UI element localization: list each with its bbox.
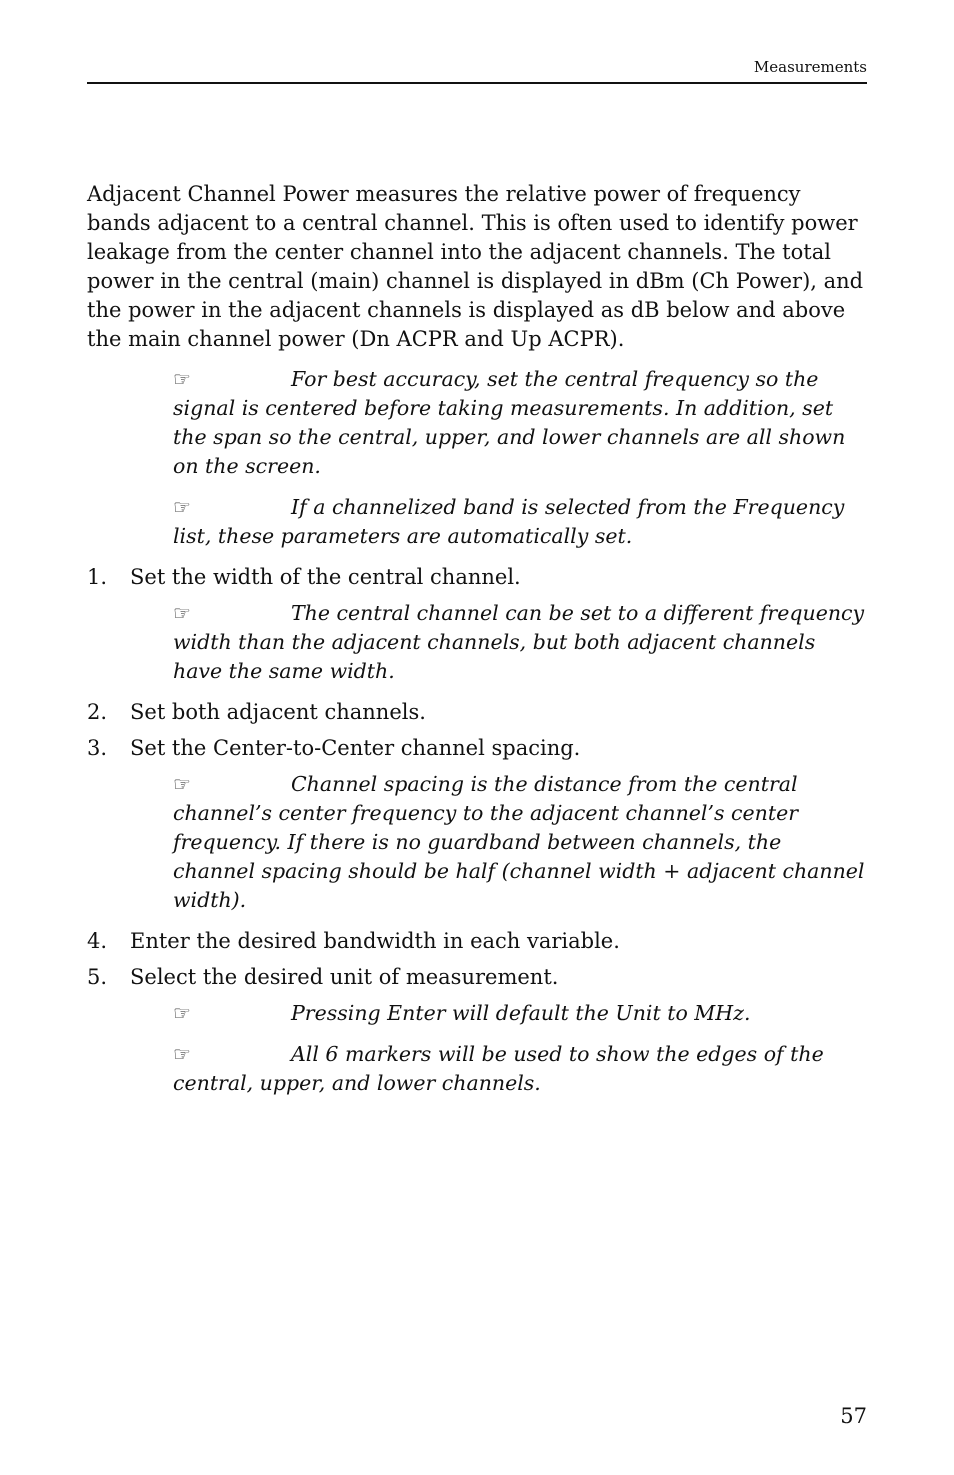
page-number: 57	[840, 1404, 867, 1428]
pointing-hand-icon: ☞	[173, 1001, 191, 1025]
step-text: Enter the desired bandwidth in each variable.	[130, 929, 620, 953]
step-4	[87, 927, 869, 956]
note-text: Channel spacing is the distance from the central channel’s center frequency to the adjacent channel’s center frequency. If there is no guardband between channels, the channel spacing should be half (channel width + adjacent channel width).	[173, 772, 865, 912]
page-body	[87, 180, 869, 1110]
note-text: Pressing Enter will default the Unit to MHz.	[291, 1001, 751, 1025]
step-text: Set the width of the central channel.	[130, 565, 521, 589]
step-number: 5.	[87, 965, 108, 989]
note-text: If a channelized band is selected from the Frequency list, these parameters are automatically set.	[173, 495, 845, 548]
step-2	[87, 698, 869, 727]
pointing-hand-icon: ☞	[173, 495, 191, 519]
step-1	[87, 563, 869, 592]
step-number: 1.	[87, 565, 108, 589]
intro-paragraph: Adjacent Channel Power measures the relative power of frequency bands adjacent to a central channel. This is often used to identify power leakage from the center channel into the adjacent channels. The total power in the central (main) channel is displayed in dBm (Ch Power), and the power in the adjacent channels is displayed as dB below and above the main channel power (Dn ACPR and Up ACPR).	[87, 182, 864, 351]
note-markers	[173, 1040, 869, 1098]
note-text: All 6 markers will be used to show the edges of the central, upper, and lower channels.	[173, 1042, 824, 1095]
note-text: For best accuracy, set the central frequency so the signal is centered before taking measurements. In addition, set the span so the central, upper, and lower channels are all shown on the screen.	[173, 367, 846, 478]
note-channelized-band	[173, 493, 869, 551]
step-3	[87, 734, 869, 763]
step-text: Set both adjacent channels.	[130, 700, 426, 724]
step-text: Set the Center-to-Center channel spacing.	[130, 736, 581, 760]
running-header	[87, 58, 867, 84]
step-number: 2.	[87, 700, 108, 724]
step-5	[87, 963, 869, 992]
pointing-hand-icon: ☞	[173, 367, 191, 391]
pointing-hand-icon: ☞	[173, 1042, 191, 1066]
step-number: 4.	[87, 929, 108, 953]
pointing-hand-icon: ☞	[173, 772, 191, 796]
header-section-title: Measurements	[753, 58, 867, 76]
note-channel-spacing	[173, 770, 869, 915]
note-central-channel-width	[173, 599, 869, 686]
note-accuracy	[173, 365, 869, 481]
step-text: Select the desired unit of measurement.	[130, 965, 559, 989]
step-number: 3.	[87, 736, 108, 760]
note-text: The central channel can be set to a different frequency width than the adjacent channels, but both adjacent channels have the same width.	[173, 601, 865, 683]
note-default-unit	[173, 999, 869, 1028]
pointing-hand-icon: ☞	[173, 601, 191, 625]
